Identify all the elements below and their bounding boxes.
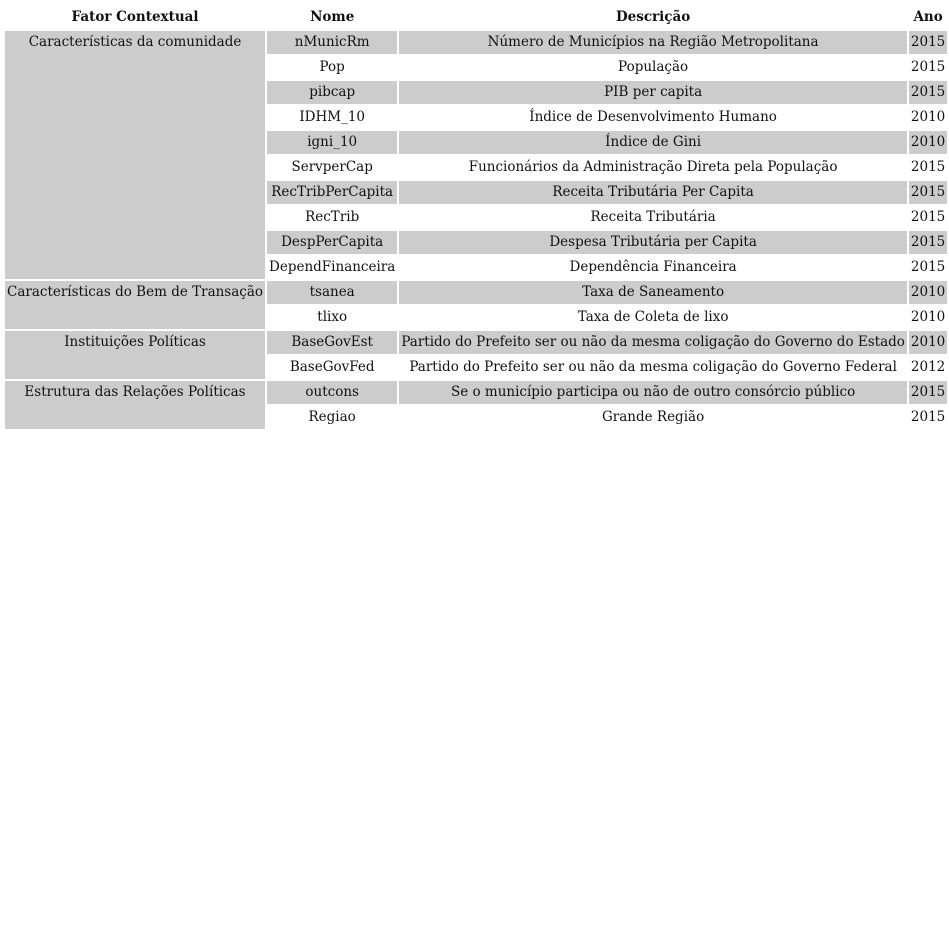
header-description: Descrição — [399, 6, 907, 29]
year-cell: 2010 — [909, 106, 947, 129]
table-body — [5, 31, 947, 429]
description-cell: Receita Tributária Per Capita — [399, 181, 907, 204]
variable-name-cell: RecTribPerCapita — [267, 181, 397, 204]
factor-group-cell: Características do Bem de Transação — [5, 281, 265, 329]
variable-name-cell: DespPerCapita — [267, 231, 397, 254]
table-row — [5, 381, 947, 404]
variable-name-cell: outcons — [267, 381, 397, 404]
variable-name-cell: pibcap — [267, 81, 397, 104]
year-cell: 2015 — [909, 381, 947, 404]
description-cell: Grande Região — [399, 406, 907, 429]
description-cell: Taxa de Coleta de lixo — [399, 306, 907, 329]
year-cell: 2015 — [909, 81, 947, 104]
header-name: Nome — [267, 6, 397, 29]
description-cell: Dependência Financeira — [399, 256, 907, 279]
description-cell: Número de Municípios na Região Metropolitana — [399, 31, 907, 54]
description-cell: População — [399, 56, 907, 79]
year-cell: 2015 — [909, 406, 947, 429]
variable-name-cell: IDHM_10 — [267, 106, 397, 129]
factor-group-cell: Características da comunidade — [5, 31, 265, 279]
year-cell: 2015 — [909, 256, 947, 279]
year-cell: 2010 — [909, 331, 947, 354]
variable-name-cell: DependFinanceira — [267, 256, 397, 279]
description-cell: Despesa Tributária per Capita — [399, 231, 907, 254]
year-cell: 2015 — [909, 31, 947, 54]
year-cell: 2010 — [909, 306, 947, 329]
variable-name-cell: BaseGovEst — [267, 331, 397, 354]
year-cell: 2015 — [909, 156, 947, 179]
table-row — [5, 31, 947, 54]
year-cell: 2015 — [909, 181, 947, 204]
description-cell: Partido do Prefeito ser ou não da mesma coligação do Governo do Estado — [399, 331, 907, 354]
variable-name-cell: tlixo — [267, 306, 397, 329]
description-cell: Se o município participa ou não de outro consórcio público — [399, 381, 907, 404]
year-cell: 2010 — [909, 281, 947, 304]
table-row — [5, 331, 947, 354]
description-cell: Índice de Gini — [399, 131, 907, 154]
variable-name-cell: BaseGovFed — [267, 356, 397, 379]
factor-group-cell: Instituições Políticas — [5, 331, 265, 379]
header-row — [5, 6, 947, 29]
variable-name-cell: Pop — [267, 56, 397, 79]
description-cell: PIB per capita — [399, 81, 907, 104]
variable-name-cell: nMunicRm — [267, 31, 397, 54]
description-cell: Taxa de Saneamento — [399, 281, 907, 304]
table-row — [5, 281, 947, 304]
variable-name-cell: tsanea — [267, 281, 397, 304]
year-cell: 2012 — [909, 356, 947, 379]
description-cell: Receita Tributária — [399, 206, 907, 229]
header-factor: Fator Contextual — [5, 6, 265, 29]
description-cell: Funcionários da Administração Direta pela População — [399, 156, 907, 179]
year-cell: 2015 — [909, 231, 947, 254]
year-cell: 2015 — [909, 206, 947, 229]
description-cell: Partido do Prefeito ser ou não da mesma coligação do Governo Federal — [399, 356, 907, 379]
variable-name-cell: ServperCap — [267, 156, 397, 179]
variable-name-cell: RecTrib — [267, 206, 397, 229]
variable-name-cell: Regiao — [267, 406, 397, 429]
year-cell: 2015 — [909, 56, 947, 79]
factor-group-cell: Estrutura das Relações Políticas — [5, 381, 265, 429]
description-cell: Índice de Desenvolvimento Humano — [399, 106, 907, 129]
header-year: Ano — [909, 6, 947, 29]
year-cell: 2010 — [909, 131, 947, 154]
variable-name-cell: igni_10 — [267, 131, 397, 154]
variables-table — [3, 4, 949, 431]
